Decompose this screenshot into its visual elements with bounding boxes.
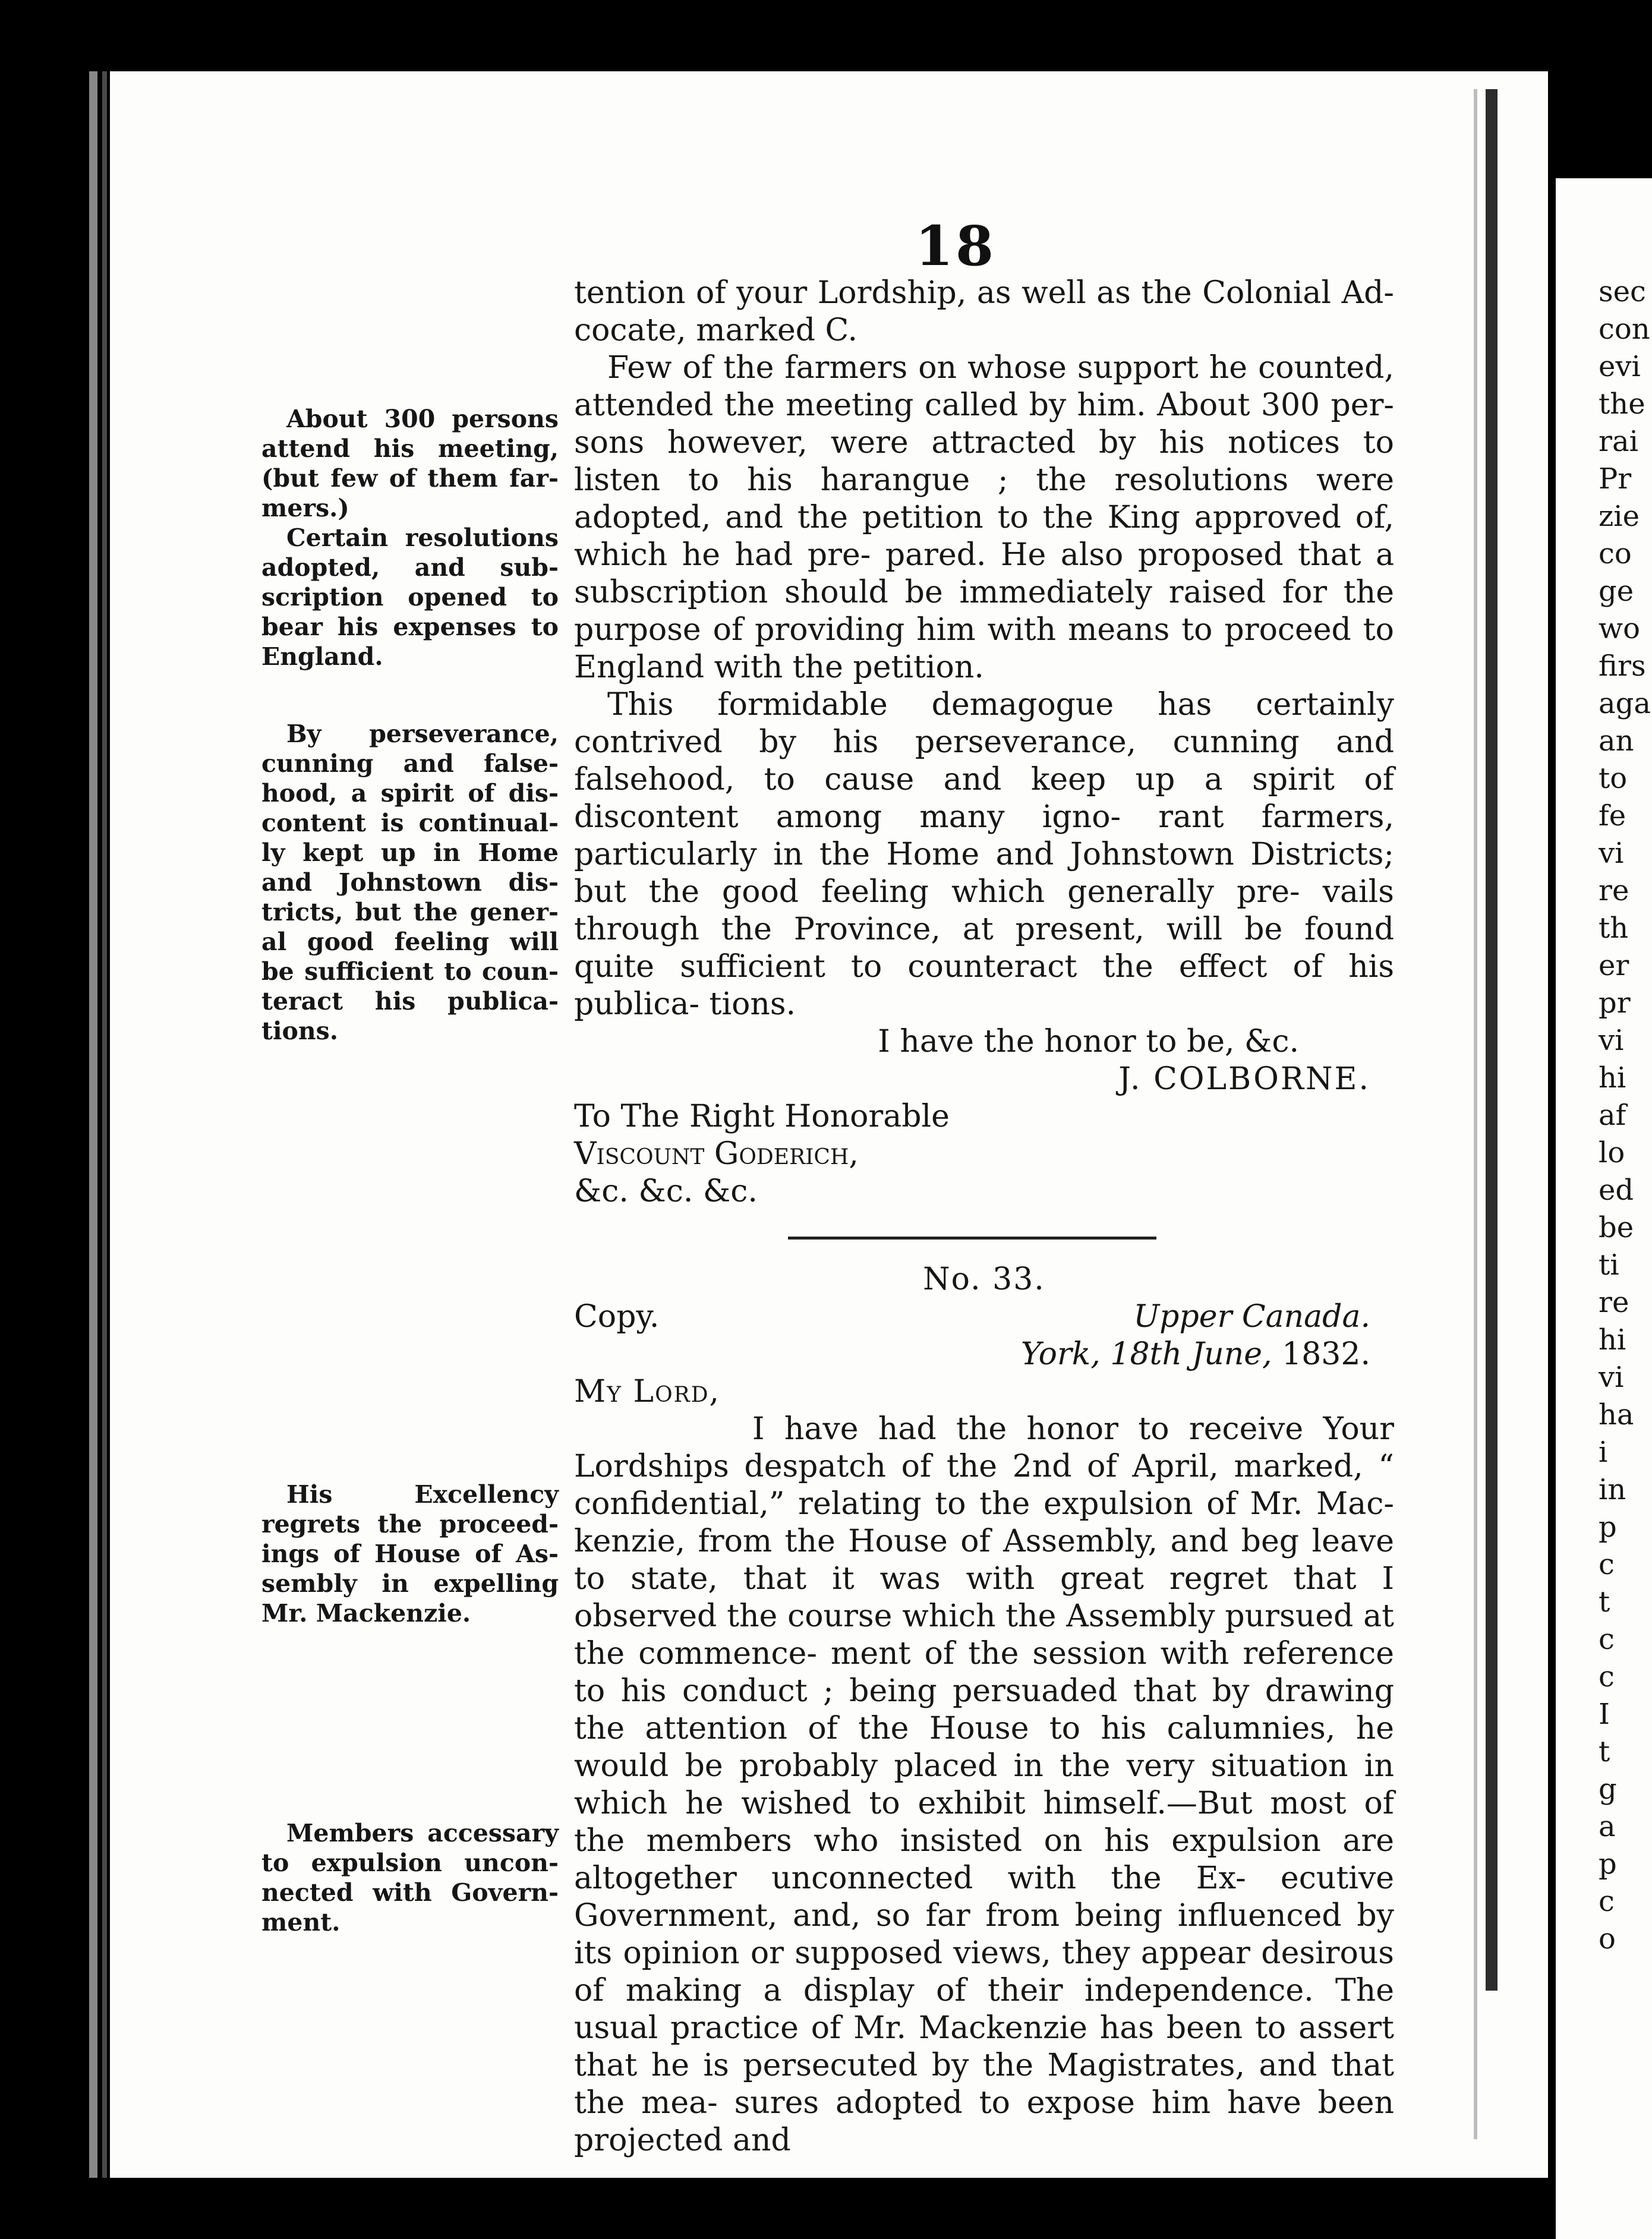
next-page-fragment: rai xyxy=(1599,425,1638,458)
next-page-column xyxy=(1599,273,1652,1958)
date-year: 1832. xyxy=(1282,1336,1370,1372)
paragraph: tention of your Lordship, as well as the Colonial Ad- cocate, marked C. xyxy=(574,275,1394,348)
next-page-fragment: ha xyxy=(1599,1398,1634,1431)
paragraph: Few of the farmers on whose support he counted, attended the meeting called by him. About 300 per- sons however, were attracted by his notices to listen to his harangue ; the resolutions were adopted, and the petition to the King approved of, which he had pre- pared. He also proposed that a subscription should be immediately raised for the purpose of providing him with means to proceed to England with the petition. xyxy=(574,350,1394,685)
next-page-fragment: I xyxy=(1599,1698,1610,1731)
next-page-fragment: con xyxy=(1599,313,1650,346)
next-page-fragment: p xyxy=(1599,1847,1617,1881)
next-page-fragment: hi xyxy=(1599,1323,1626,1357)
next-page-fragment: hi xyxy=(1599,1061,1626,1095)
next-page-fragment: c xyxy=(1599,1660,1615,1694)
next-page-fragment: firs xyxy=(1599,649,1646,683)
next-page-fragment: pr xyxy=(1599,986,1631,1020)
next-page-fragment: i xyxy=(1599,1436,1608,1469)
closing-line: I have the honor to be, &c. xyxy=(878,1024,1299,1059)
salutation: My Lord, xyxy=(574,1374,721,1409)
margin-notes xyxy=(261,404,559,1937)
gutter-line xyxy=(1474,89,1477,2139)
date-day: 18th June, xyxy=(1110,1336,1272,1372)
next-page-fragment: to xyxy=(1599,762,1628,795)
section-divider xyxy=(788,1237,1156,1240)
recipient-line: To The Right Honorable xyxy=(574,1099,950,1134)
margin-note: Members accessary to expulsion uncon- nected with Govern- ment. xyxy=(261,1819,559,1937)
next-page-fragment: t xyxy=(1599,1735,1610,1768)
next-page-fragment: o xyxy=(1599,1922,1616,1956)
next-page-fragment: er xyxy=(1599,949,1629,982)
place-label: Upper Canada. xyxy=(1133,1299,1370,1335)
binding-edge xyxy=(102,71,107,2178)
paragraph: I have had the honor to receive Your Lordships despatch of the 2nd of April, marked, “ confidential,” relating to the expulsion of Mr. Mac- kenzie, from the House of Assembly, and beg leave to state, that it was with great regret that I observed the course which the Assembly pursued at the commence- ment of the session with reference to his conduct ; being persuaded that by drawing the attention of the House to his calumnies, he would be probably placed in the very situation in which he wished to exhibit himself.—But most of the members who insisted on his expulsion are altogether unconnected with the Ex- ecutive Government, and, so far from being influenced by its opinion or supposed views, they appear desirous of making a display of their independence. The usual practice of Mr. Mackenzie has been to assert that he is persecuted by the Magistrates, and that the mea- sures adopted to expose him have been projected and xyxy=(574,1411,1394,2158)
next-page-fragment: vi xyxy=(1599,837,1624,870)
next-page-fragment: af xyxy=(1599,1099,1626,1132)
next-page-fragment: c xyxy=(1599,1885,1615,1918)
next-page-fragment: the xyxy=(1599,387,1645,421)
recipient-line: &c. &c. &c. xyxy=(574,1174,758,1209)
main-text-column xyxy=(574,275,1394,2159)
next-page-fragment: Pr xyxy=(1599,462,1632,496)
page-number: 18 xyxy=(915,214,997,278)
margin-note: Certain resolutions adopted, and sub- scription opened to bear his expenses to England. xyxy=(261,524,559,671)
copy-label: Copy. xyxy=(574,1299,660,1335)
recipient-line: Viscount Goderich, xyxy=(574,1136,859,1172)
date-line xyxy=(574,1336,1394,1373)
gutter-shadow xyxy=(1486,89,1497,1991)
next-page-fragment: t xyxy=(1599,1585,1610,1619)
binding-edge xyxy=(89,71,97,2178)
next-page-fragment: th xyxy=(1599,912,1629,945)
next-page-fragment: sec xyxy=(1599,275,1646,308)
margin-note: About 300 persons attend his meeting, (but few of them far- mers.) xyxy=(261,405,559,522)
document-number: No. 33. xyxy=(923,1262,1045,1297)
signature: J. COLBORNE. xyxy=(1118,1061,1370,1097)
next-page-fragment: vi xyxy=(1599,1361,1624,1394)
next-page-fragment: p xyxy=(1599,1510,1617,1544)
margin-note: By perseverance, cunning and false- hood, a spirit of dis- content is continual- ly kept up in Home and Johnstown dis- tricts, but the gener- al good feeling will be sufficient to coun- teract his publica- tions. xyxy=(261,720,559,1045)
next-page-fragment: vi xyxy=(1599,1024,1624,1057)
next-page-fragment: g xyxy=(1599,1773,1617,1806)
next-page-fragment: an xyxy=(1599,724,1634,758)
next-page-fragment: lo xyxy=(1599,1136,1625,1169)
next-page-fragment: c xyxy=(1599,1623,1615,1656)
next-page-fragment: be xyxy=(1599,1211,1634,1244)
date-place: York, xyxy=(1020,1336,1101,1372)
next-page-fragment: a xyxy=(1599,1810,1616,1843)
next-page-fragment: fe xyxy=(1599,799,1626,832)
next-page-fragment: ed xyxy=(1599,1174,1634,1207)
next-page-fragment: re xyxy=(1599,1286,1629,1319)
paragraph: This formidable demagogue has certainly contrived by his perseverance, cunning and falsehood, to cause and keep up a spirit of discontent among many igno- rant farmers, particularly in the Home and Johnstown Districts; but the good feeling which generally pre- vails through the Province, at present, will be found quite sufficient to counteract the effect of his publica- tions. xyxy=(574,687,1394,1022)
next-page-fragment: aga xyxy=(1599,687,1651,720)
copy-line xyxy=(574,1298,1394,1336)
next-page-fragment: ti xyxy=(1599,1248,1619,1282)
next-page-fragment: ge xyxy=(1599,575,1634,608)
next-page-fragment: in xyxy=(1599,1473,1626,1506)
next-page-fragment: co xyxy=(1599,537,1632,570)
next-page-fragment: re xyxy=(1599,874,1629,907)
next-page-fragment: wo xyxy=(1599,612,1640,645)
next-page-fragment: zie xyxy=(1599,500,1640,533)
next-page-fragment: evi xyxy=(1599,350,1641,383)
next-page-fragment: c xyxy=(1599,1548,1615,1581)
margin-note: His Excellency regrets the proceed- ings of House of As- sembly in expelling Mr. Mackenzie. xyxy=(261,1480,559,1628)
